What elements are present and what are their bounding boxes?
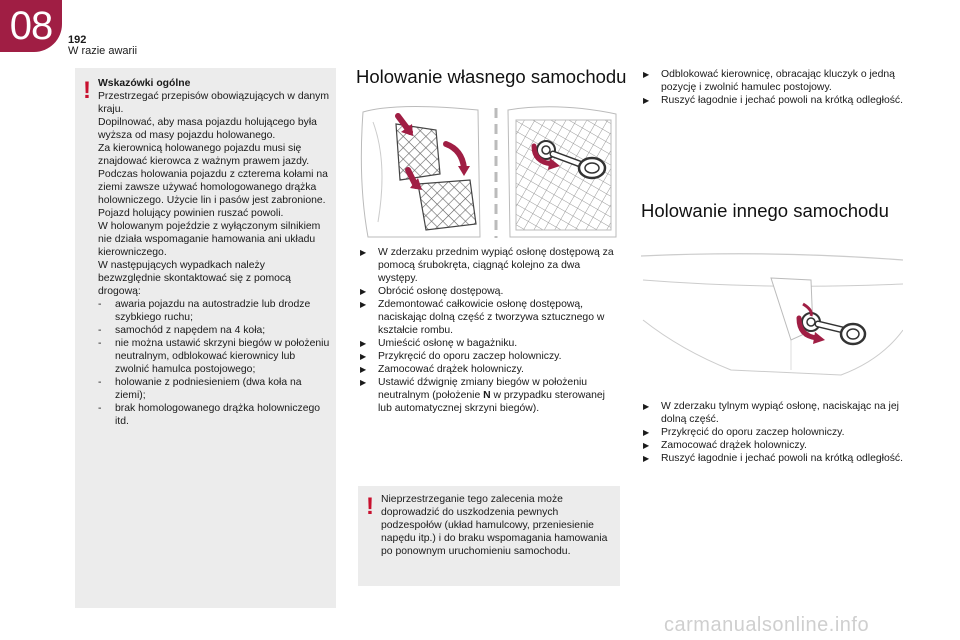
other-vehicle-heading: Holowanie innego samochodu bbox=[641, 200, 889, 221]
step-text-gear-after: w przypadku sterowanej lub automatycznej skrzyni biegów). bbox=[378, 390, 605, 414]
chapter-number: 08 bbox=[9, 4, 53, 48]
arrow-bullet-icon: ▶ bbox=[360, 300, 367, 309]
warning-heading: Wskazówki ogólne bbox=[98, 78, 191, 89]
caution-note-box bbox=[358, 486, 620, 586]
step-text: Ruszyć łagodnie i jechać powoli na krótką odległość. bbox=[661, 453, 904, 464]
warning-paragraph: W następujących wypadkach należy bezwzględnie skontaktować się z pomocą drogową: bbox=[98, 260, 291, 297]
warning-paragraph: Pojazd holujący powinien ruszać powoli. bbox=[98, 208, 284, 219]
step-text: Przykręcić do oporu zaczep holowniczy. bbox=[661, 427, 845, 438]
warning-paragraph: Przestrzegać przepisów obowiązujących w danym kraju. bbox=[98, 91, 330, 115]
step-text: Zdemontować całkowicie osłonę dostępową, naciskając dolną część z tworzywa sztucznego w kształcie rombu. bbox=[378, 299, 605, 336]
step-text: Zamocować drążek holowniczy. bbox=[378, 364, 524, 375]
list-item bbox=[641, 452, 903, 465]
front-bumper-drawing bbox=[358, 102, 620, 242]
general-warning-text bbox=[98, 77, 330, 428]
warning-case-list bbox=[98, 298, 330, 428]
warning-case: - brak homologowanego drążka holowniczego itd. bbox=[98, 402, 330, 428]
front-bumper-illustration bbox=[358, 102, 620, 242]
warning-case: - holowanie z podniesieniem (dwa koła na ziemi); bbox=[98, 376, 330, 402]
step-text: Obrócić osłonę dostępową. bbox=[378, 286, 504, 297]
step-text: W zderzaku przednim wypiąć osłonę dostępową za pomocą śrubokręta, ciągnąć kolejno za dwa występy. bbox=[378, 247, 614, 284]
warning-case: - awaria pojazdu na autostradzie lub drodze szybkiego ruchu; bbox=[98, 298, 330, 324]
arrow-bullet-icon: ▶ bbox=[360, 248, 367, 257]
list-item bbox=[358, 246, 620, 285]
list-item bbox=[641, 400, 903, 426]
exclamation-icon: ! bbox=[83, 77, 91, 104]
caution-note-text: Nieprzestrzeganie tego zalecenia może doprowadzić do uszkodzenia pewnych podzespołów (układ hamulcowy, przeniesienie napędu itp.) i do braku wspomagania hamowania po ponownym uruchomieniu samochodu. bbox=[381, 494, 608, 557]
step-text: Umieścić osłonę w bagażniku. bbox=[378, 338, 518, 349]
warning-paragraph: W holowanym pojeździe z wyłączonym silnikiem nie działa wspomaganie hamowania ani układu kierowniczego. bbox=[98, 221, 321, 258]
rear-bumper-illustration bbox=[641, 250, 903, 390]
chapter-tab bbox=[0, 0, 62, 52]
warning-paragraph: Dopilnować, aby masa pojazdu holującego była wyższa od masy pojazdu holowanego. bbox=[98, 117, 317, 141]
list-item bbox=[358, 298, 620, 337]
arrow-bullet-icon: ▶ bbox=[360, 378, 367, 387]
arrow-bullet-icon: ▶ bbox=[643, 454, 650, 463]
step-text: Odblokować kierownicę, obracając kluczyk o jedną pozycję i zwolnić hamulec postojowy. bbox=[661, 69, 895, 93]
step-text: Zamocować drążek holowniczy. bbox=[661, 440, 807, 451]
own-vehicle-steps bbox=[358, 246, 620, 415]
list-item bbox=[641, 426, 903, 439]
arrow-bullet-icon: ▶ bbox=[360, 339, 367, 348]
warning-paragraph: Za kierownicą holowanego pojazdu musi się znajdować kierowca z ważnym prawem jazdy. bbox=[98, 143, 310, 167]
arrow-bullet-icon: ▶ bbox=[360, 365, 367, 374]
arrow-bullet-icon: ▶ bbox=[643, 441, 650, 450]
other-vehicle-steps bbox=[641, 400, 903, 465]
gear-position-n: N bbox=[483, 390, 491, 401]
exclamation-icon: ! bbox=[366, 493, 374, 520]
warning-paragraph: Podczas holowania pojazdu z czterema kołami na ziemi zawsze używać homologowanego drążka holowniczego. Użycie lin i pasów jest zabronione. bbox=[98, 169, 328, 206]
own-vehicle-heading: Holowanie własnego samochodu bbox=[356, 66, 627, 87]
warning-case: - nie można ustawić skrzyni biegów w położeniu neutralnym, odblokować kierownicy lub zwolnić hamulca postojowego; bbox=[98, 337, 330, 376]
list-item bbox=[358, 363, 620, 376]
arrow-bullet-icon: ▶ bbox=[643, 70, 650, 79]
general-warning-box bbox=[75, 68, 336, 608]
list-item bbox=[641, 439, 903, 452]
watermark: carmanualsonline.info bbox=[664, 614, 870, 636]
list-item bbox=[358, 376, 620, 415]
list-item bbox=[358, 285, 620, 298]
arrow-bullet-icon: ▶ bbox=[643, 428, 650, 437]
section-title: W razie awarii bbox=[68, 45, 138, 57]
step-text: Ruszyć łagodnie i jechać powoli na krótką odległość. bbox=[661, 95, 904, 106]
list-item bbox=[641, 94, 903, 107]
step-text: Przykręcić do oporu zaczep holowniczy. bbox=[378, 351, 562, 362]
arrow-bullet-icon: ▶ bbox=[643, 96, 650, 105]
arrow-bullet-icon: ▶ bbox=[360, 287, 367, 296]
arrow-bullet-icon: ▶ bbox=[360, 352, 367, 361]
step-text-gear-before: Ustawić dźwignię zmiany biegów w położeniu neutralnym (położenie bbox=[378, 377, 588, 401]
warning-case: - samochód z napędem na 4 koła; bbox=[98, 324, 330, 337]
arrow-bullet-icon: ▶ bbox=[643, 402, 650, 411]
list-item bbox=[358, 350, 620, 363]
rear-bumper-drawing bbox=[641, 250, 903, 390]
page-number: 192 bbox=[68, 34, 87, 46]
list-item bbox=[641, 68, 903, 94]
step-text: W zderzaku tylnym wypiąć osłonę, naciskając na jej dolną część. bbox=[661, 401, 899, 425]
own-vehicle-steps-continued bbox=[641, 68, 903, 107]
list-item bbox=[358, 337, 620, 350]
